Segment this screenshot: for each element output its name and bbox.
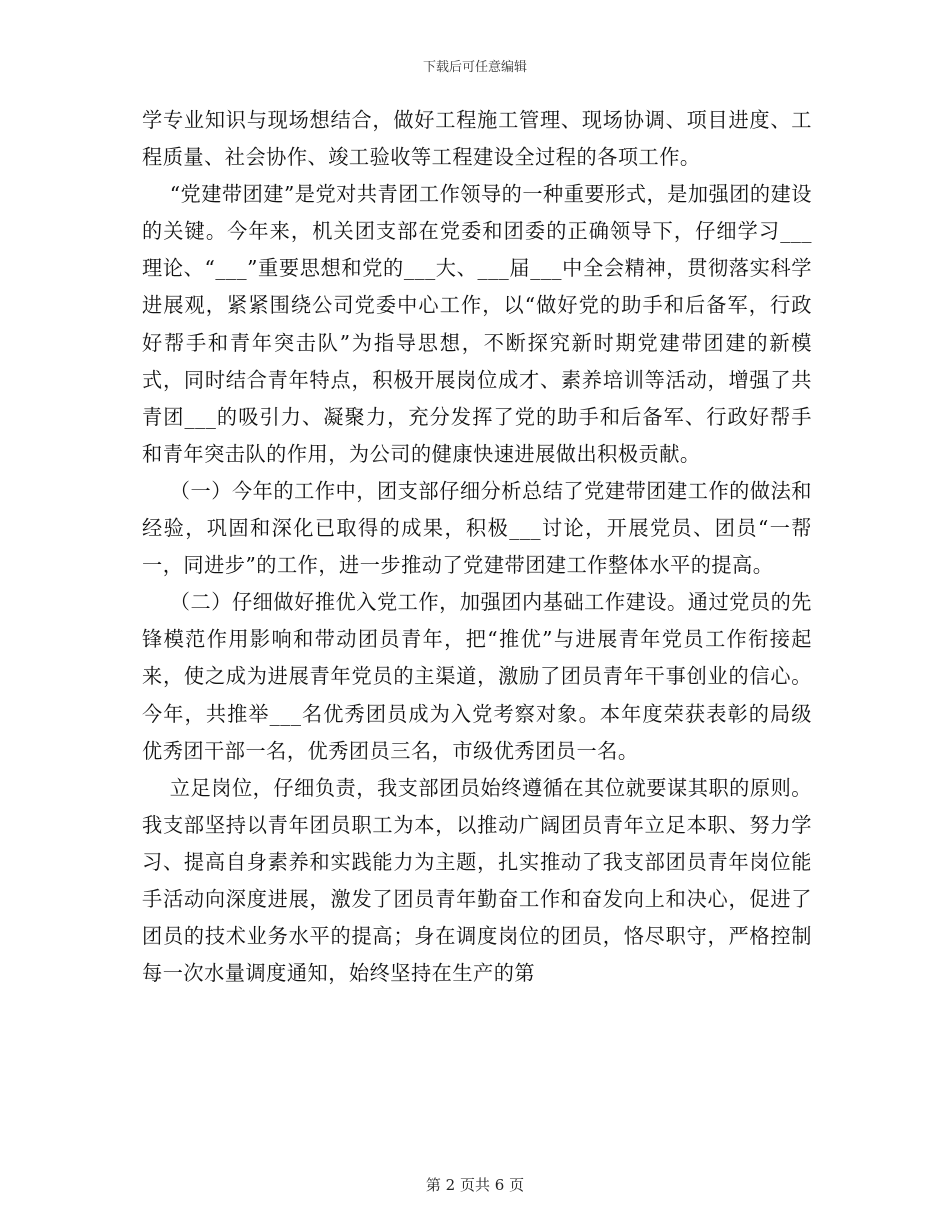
paragraph: 立足岗位，仔细负责，我支部团员始终遵循在其位就要谋其职的原则。我支部坚持以青年团员职工为本，以推动广阔团员青年立足本职、努力学习、提高自身素养和实践能力为主题，扎实推动了我支部团员青年岗位能手活动向深度进展，激发了团员青年勤奋工作和奋发向上和决心，促进了团员的技术业务水平的提高；身在调度岗位的团员，恪尽职守，严格控制每一次水量调度通知，始终坚持在生产的第 [142, 775, 812, 986]
paragraph: （一）今年的工作中，团支部仔细分析总结了党建带团建工作的做法和经验，巩固和深化已取得的成果，积极___讨论，开展党员、团员“一帮一，同进步”的工作，进一步推动了党建带团建工作整体水平的提高。 [142, 478, 812, 578]
page-header: 下载后可任意编辑 [422, 60, 527, 75]
page-number: 第 2 页共 6 页 [425, 1176, 525, 1194]
paragraph: （二）仔细做好推优入党工作，加强团内基础工作建设。通过党员的先锋模范作用影响和带动团员青年，把“推优”与进展青年党员工作衔接起来，使之成为进展青年党员的主渠道，激励了团员青年干事创业的信心。今年，共推举___名优秀团员成为入党考察对象。本年度荣获表彰的局级优秀团干部一名，优秀团员三名，市级优秀团员一名。 [142, 590, 812, 763]
paragraph: 学专业知识与现场想结合，做好工程施工管理、现场协调、项目进度、工程质量、社会协作、竣工验收等工程建设全过程的各项工作。 [142, 108, 812, 170]
paragraph: “党建带团建”是党对共青团工作领导的一种重要形式，是加强团的建设的关键。今年来，机关团支部在党委和团委的正确领导下，仔细学习___理论、“___”重要思想和党的___大、___届___中全会精神，贯彻落实科学进展观，紧紧围绕公司党委中心工作，以“做好党的助手和后备军，行政好帮手和青年突击队”为指导思想，不断探究新时期党建带团建的新模式，同时结合青年特点，积极开展岗位成才、素养培训等活动，增强了共青团___的吸引力、凝聚力，充分发挥了党的助手和后备军、行政好帮手和青年突击队的作用，为公司的健康快速进展做出积极贡献。 [142, 182, 812, 466]
document-body [142, 102, 812, 992]
